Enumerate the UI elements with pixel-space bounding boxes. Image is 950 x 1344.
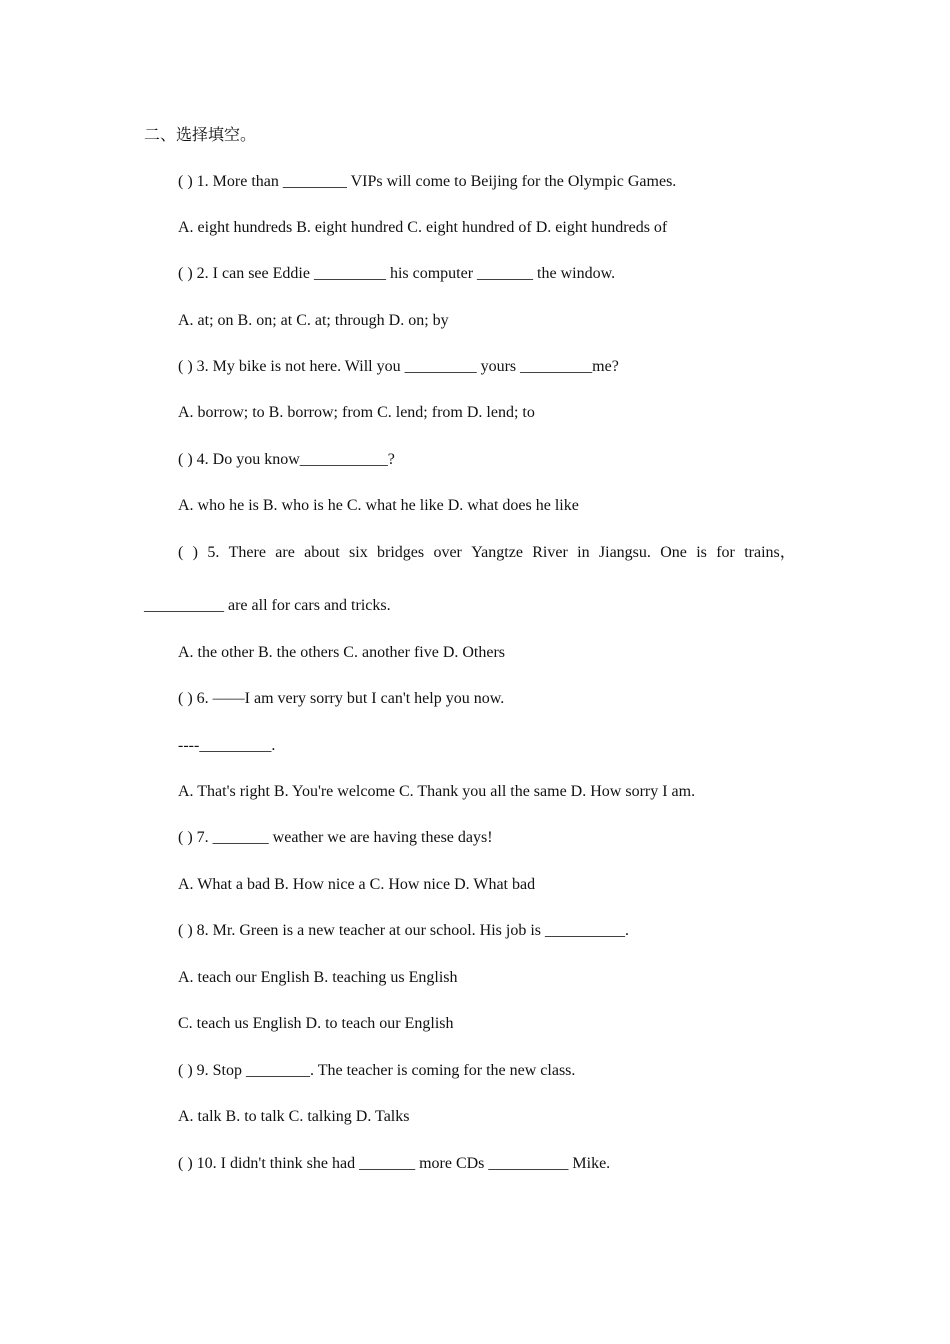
question-7-options: A. What a bad B. How nice a C. How nice D. What bad — [178, 876, 536, 893]
q5-word: bridges — [377, 544, 425, 561]
question-3: ( ) 3. My bike is not here. Will you _________ yours _________me? — [178, 358, 619, 375]
question-2-options: A. at; on B. on; at C. at; through D. on; by — [178, 312, 449, 329]
question-8-options-2: C. teach us English D. to teach our English — [178, 1015, 454, 1032]
q5-word: six — [349, 544, 368, 561]
question-5-options: A. the other B. the others C. another five D. Others — [178, 644, 506, 661]
q5-word: trains， — [744, 544, 796, 561]
q5-word: in — [577, 544, 590, 561]
question-6-reply: ----_________. — [178, 737, 276, 754]
q5-word: over — [433, 544, 462, 561]
question-1: ( ) 1. More than ________ VIPs will come to Beijing for the Olympic Games. — [178, 173, 677, 190]
question-9: ( ) 9. Stop ________. The teacher is coming for the new class. — [178, 1062, 576, 1079]
question-10: ( ) 10. I didn't think she had _______ more CDs __________ Mike. — [178, 1155, 611, 1172]
question-4-options: A. who he is B. who is he C. what he like D. what does he like — [178, 497, 579, 514]
q5-word: Jiangsu. — [598, 544, 651, 561]
question-3-options: A. borrow; to B. borrow; from C. lend; from D. lend; to — [178, 404, 535, 421]
q5-word: ( — [178, 544, 184, 561]
section-heading: 二、选择填空。 — [144, 127, 257, 144]
question-5 — [178, 543, 796, 563]
q5-word: There — [228, 544, 266, 561]
question-9-options: A. talk B. to talk C. talking D. Talks — [178, 1108, 410, 1125]
question-6: ( ) 6. ——I am very sorry but I can't help you now. — [178, 690, 505, 707]
q5-word: ) — [192, 544, 198, 561]
question-6-options: A. That's right B. You're welcome C. Thank you all the same D. How sorry I am. — [178, 783, 696, 800]
question-8: ( ) 8. Mr. Green is a new teacher at our school. His job is __________. — [178, 922, 630, 939]
q5-word: is — [696, 544, 707, 561]
question-2: ( ) 2. I can see Eddie _________ his computer _______ the window. — [178, 265, 616, 282]
question-8-options-1: A. teach our English B. teaching us English — [178, 969, 458, 986]
q5-word: are — [275, 544, 295, 561]
question-1-options: A. eight hundreds B. eight hundred C. eight hundred of D. eight hundreds of — [178, 219, 668, 236]
q5-word: 5. — [207, 544, 220, 561]
question-5-continuation: __________ are all for cars and tricks. — [144, 597, 391, 614]
q5-word: Yangtze — [471, 544, 523, 561]
q5-word: for — [716, 544, 735, 561]
q5-word: River — [532, 544, 568, 561]
q5-word: One — [660, 544, 687, 561]
q5-word: about — [304, 544, 340, 561]
question-4: ( ) 4. Do you know___________? — [178, 451, 395, 468]
question-7: ( ) 7. _______ weather we are having these days! — [178, 829, 493, 846]
